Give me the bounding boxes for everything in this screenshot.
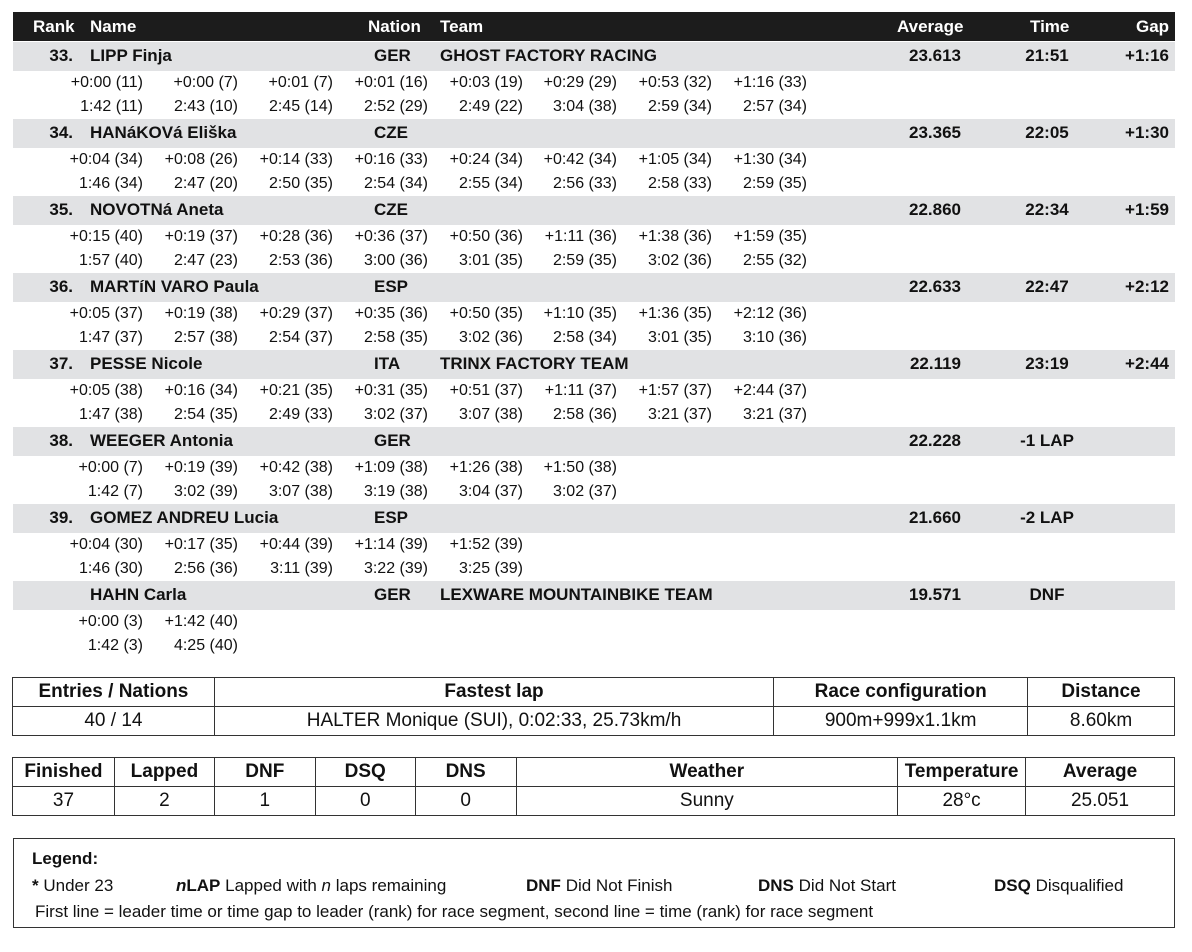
rider-nation: GER	[374, 431, 411, 450]
segment-gap: +0:01 (16)	[354, 74, 428, 91]
segment-time: 2:56 (33)	[552, 175, 617, 192]
rider-time: 22:34	[1025, 200, 1069, 219]
segment-time: 2:50 (35)	[268, 175, 333, 192]
race-info-table	[12, 677, 1175, 736]
rider-average: 23.365	[909, 123, 961, 142]
segment-gap: +0:50 (36)	[449, 228, 523, 245]
segment-time: 3:11 (39)	[270, 560, 333, 577]
segment-gap: +0:28 (36)	[259, 228, 333, 245]
segment-gap: +0:51 (37)	[449, 382, 523, 399]
rider-rank: 33.	[49, 46, 73, 65]
segment-gap: +0:29 (37)	[259, 305, 333, 322]
segment-time: 2:58 (34)	[552, 329, 617, 346]
segment-time: 3:02 (37)	[552, 483, 617, 500]
rider-average: 21.660	[909, 508, 961, 527]
segment-time: 2:43 (10)	[173, 98, 238, 115]
rider-name: MARTíN VARO Paula	[90, 277, 259, 296]
segment-gap: +0:31 (35)	[354, 382, 428, 399]
distance-label: Distance	[1028, 678, 1175, 707]
segment-time: 2:55 (34)	[458, 175, 523, 192]
rider-time: 23:19	[1025, 354, 1069, 373]
segment-time: 2:54 (34)	[363, 175, 428, 192]
distance-value: 8.60km	[1028, 707, 1175, 736]
legend-footnote: First line = leader time or time gap to leader (rank) for race segment, second line = time (rank) for race segment	[35, 902, 874, 921]
segment-gap: +0:04 (34)	[69, 151, 143, 168]
dsq-value: 0	[315, 787, 415, 816]
rider-gap: +1:30	[1125, 123, 1169, 142]
fastest-lap-label: Fastest lap	[214, 678, 773, 707]
segment-gap: +0:21 (35)	[259, 382, 333, 399]
rider-row	[13, 427, 1175, 456]
segment-time: 2:57 (38)	[173, 329, 238, 346]
segment-time: 2:47 (20)	[173, 175, 238, 192]
segment-time: 3:02 (36)	[458, 329, 523, 346]
segment-gap: +0:42 (38)	[259, 459, 333, 476]
segment-gap: +1:57 (37)	[638, 382, 712, 399]
finished-label: Finished	[13, 758, 115, 787]
rider-nation: ESP	[374, 508, 409, 527]
segment-gap: +1:36 (35)	[638, 305, 712, 322]
rider-average: 22.633	[909, 277, 961, 296]
rider-gap: +1:16	[1125, 46, 1169, 65]
segment-time: 3:21 (37)	[647, 406, 712, 423]
segment-gap: +2:12 (36)	[733, 305, 807, 322]
segment-time: 1:46 (30)	[78, 560, 143, 577]
segment-gap: +0:08 (26)	[164, 151, 238, 168]
segment-gap: +1:10 (35)	[543, 305, 617, 322]
segment-gap: +1:11 (36)	[544, 228, 617, 245]
segment-time: 3:19 (38)	[363, 483, 428, 500]
rider-gap: +1:59	[1125, 200, 1169, 219]
dns-value: 0	[415, 787, 516, 816]
dnf-label: DNF	[214, 758, 315, 787]
segment-time: 3:07 (38)	[458, 406, 523, 423]
segment-gap: +0:00 (3)	[78, 613, 143, 630]
segment-gap: +0:42 (34)	[543, 151, 617, 168]
rider-nation: CZE	[374, 200, 408, 219]
col-team: Team	[440, 17, 484, 36]
segment-time: 3:01 (35)	[647, 329, 712, 346]
lapped-value: 2	[114, 787, 214, 816]
segment-time: 3:00 (36)	[363, 252, 428, 269]
rider-row	[13, 350, 1175, 379]
rider-row	[13, 42, 1175, 71]
segment-gap: +0:00 (7)	[173, 74, 238, 91]
rider-nation: GER	[374, 46, 411, 65]
segment-time: 3:04 (37)	[458, 483, 523, 500]
rider-name: HANáKOVá Eliška	[90, 123, 237, 142]
segment-gap: +0:53 (32)	[638, 74, 712, 91]
dnf-value: 1	[214, 787, 315, 816]
col-gap: Gap	[1136, 17, 1170, 36]
segment-time: 2:59 (35)	[742, 175, 807, 192]
segment-time: 1:47 (37)	[78, 329, 143, 346]
temperature-label: Temperature	[898, 758, 1026, 787]
segment-time: 3:02 (37)	[363, 406, 428, 423]
segment-time: 3:07 (38)	[268, 483, 333, 500]
segment-time: 1:42 (11)	[80, 98, 143, 115]
segment-gap: +1:11 (37)	[544, 382, 617, 399]
col-nation: Nation	[368, 17, 421, 36]
segment-time: 1:57 (40)	[78, 252, 143, 269]
weather-label: Weather	[516, 758, 898, 787]
rider-name: NOVOTNá Aneta	[90, 200, 224, 219]
segment-gap: +0:19 (37)	[164, 228, 238, 245]
legend-box	[13, 838, 1175, 928]
segment-gap: +0:05 (38)	[69, 382, 143, 399]
segment-gap: +0:05 (37)	[69, 305, 143, 322]
segment-time: 2:58 (35)	[363, 329, 428, 346]
lapped-label: Lapped	[114, 758, 214, 787]
segment-time: 2:52 (29)	[363, 98, 428, 115]
legend-dsq: DSQ Disqualified	[994, 876, 1124, 895]
rider-rank: 34.	[49, 123, 73, 142]
segment-time: 1:42 (3)	[87, 637, 143, 654]
rider-average: 22.860	[909, 200, 961, 219]
segment-time: 2:49 (33)	[268, 406, 333, 423]
segment-time: 2:45 (14)	[268, 98, 333, 115]
segment-time: 2:47 (23)	[173, 252, 238, 269]
segment-time: 3:21 (37)	[742, 406, 807, 423]
segment-time: 4:25 (40)	[173, 637, 238, 654]
race-stats-table	[12, 757, 1175, 816]
race-config-label: Race configuration	[774, 678, 1028, 707]
legend-lapped: nLAP Lapped with n laps remaining	[176, 876, 447, 895]
segment-gap: +0:19 (38)	[164, 305, 238, 322]
rider-row	[13, 581, 1175, 610]
rider-row	[13, 119, 1175, 148]
segment-gap: +1:50 (38)	[543, 459, 617, 476]
rider-row	[13, 196, 1175, 225]
race-config-value: 900m+999x1.1km	[774, 707, 1028, 736]
segment-time: 3:02 (39)	[173, 483, 238, 500]
rider-time: 21:51	[1025, 46, 1069, 65]
legend-dnf: DNF Did Not Finish	[526, 876, 673, 895]
segment-time: 2:55 (32)	[742, 252, 807, 269]
rider-name: LIPP Finja	[90, 46, 172, 65]
rider-name: GOMEZ ANDREU Lucia	[90, 508, 279, 527]
average-value: 25.051	[1026, 787, 1175, 816]
rider-rank: 39.	[49, 508, 73, 527]
segment-gap: +0:00 (11)	[70, 74, 143, 91]
legend-dns: DNS Did Not Start	[758, 876, 896, 895]
rider-row	[13, 273, 1175, 302]
rider-name: WEEGER Antonia	[90, 431, 233, 450]
segment-gap: +0:03 (19)	[449, 74, 523, 91]
col-time: Time	[1030, 17, 1070, 36]
temperature-value: 28°c	[898, 787, 1026, 816]
segment-time: 3:02 (36)	[647, 252, 712, 269]
segment-time: 1:42 (7)	[87, 483, 143, 500]
segment-gap: +1:05 (34)	[638, 151, 712, 168]
rider-rank: 35.	[49, 200, 73, 219]
segment-gap: +0:01 (7)	[268, 74, 333, 91]
finished-value: 37	[13, 787, 115, 816]
rider-name: HAHN Carla	[90, 585, 187, 604]
fastest-lap-value: HALTER Monique (SUI), 0:02:33, 25.73km/h	[214, 707, 773, 736]
rider-nation: GER	[374, 585, 411, 604]
rider-average: 23.613	[909, 46, 961, 65]
segment-gap: +2:44 (37)	[733, 382, 807, 399]
segment-gap: +0:36 (37)	[354, 228, 428, 245]
rider-gap: +2:12	[1125, 277, 1169, 296]
rider-average: 22.228	[909, 431, 961, 450]
segment-time: 2:58 (36)	[552, 406, 617, 423]
entries-label: Entries / Nations	[13, 678, 215, 707]
rider-rank: 36.	[49, 277, 73, 296]
entries-value: 40 / 14	[13, 707, 215, 736]
segment-time: 2:58 (33)	[647, 175, 712, 192]
segment-time: 2:54 (35)	[173, 406, 238, 423]
segment-time: 3:25 (39)	[458, 560, 523, 577]
segment-time: 2:57 (34)	[742, 98, 807, 115]
segment-time: 1:47 (38)	[78, 406, 143, 423]
dsq-label: DSQ	[315, 758, 415, 787]
segment-time: 3:01 (35)	[458, 252, 523, 269]
rider-team: LEXWARE MOUNTAINBIKE TEAM	[440, 585, 713, 604]
rider-team: TRINX FACTORY TEAM	[440, 354, 629, 373]
rider-average: 19.571	[909, 585, 961, 604]
average-label: Average	[1026, 758, 1175, 787]
rider-name: PESSE Nicole	[90, 354, 203, 373]
rider-rank: 38.	[49, 431, 73, 450]
segment-time: 3:04 (38)	[552, 98, 617, 115]
rider-nation: CZE	[374, 123, 408, 142]
segment-gap: +0:14 (33)	[259, 151, 333, 168]
segment-gap: +0:19 (39)	[164, 459, 238, 476]
rider-gap: +2:44	[1125, 354, 1169, 373]
rider-time: -2 LAP	[1020, 508, 1074, 527]
segment-gap: +1:42 (40)	[164, 613, 238, 630]
segment-gap: +0:24 (34)	[449, 151, 523, 168]
segment-gap: +0:16 (33)	[354, 151, 428, 168]
rider-row	[13, 504, 1175, 533]
segment-gap: +0:00 (7)	[78, 459, 143, 476]
rider-nation: ITA	[374, 354, 401, 373]
segment-gap: +0:50 (35)	[449, 305, 523, 322]
rider-rank: 37.	[49, 354, 73, 373]
rider-nation: ESP	[374, 277, 409, 296]
segment-time: 2:54 (37)	[268, 329, 333, 346]
segment-gap: +1:30 (34)	[733, 151, 807, 168]
segment-time: 2:53 (36)	[268, 252, 333, 269]
col-name: Name	[90, 17, 137, 36]
segment-gap: +1:16 (33)	[733, 74, 807, 91]
rider-time: DNF	[1029, 585, 1065, 604]
segment-gap: +1:14 (39)	[354, 536, 428, 553]
segment-time: 1:46 (34)	[78, 175, 143, 192]
segment-gap: +0:44 (39)	[259, 536, 333, 553]
segment-gap: +0:17 (35)	[164, 536, 238, 553]
segment-gap: +0:29 (29)	[543, 74, 617, 91]
segment-time: 3:10 (36)	[742, 329, 807, 346]
col-average: Average	[897, 17, 964, 36]
segment-gap: +0:15 (40)	[69, 228, 143, 245]
segment-gap: +0:35 (36)	[354, 305, 428, 322]
rider-time: -1 LAP	[1020, 431, 1074, 450]
segment-gap: +1:09 (38)	[354, 459, 428, 476]
segment-gap: +0:04 (30)	[69, 536, 143, 553]
rider-time: 22:47	[1025, 277, 1069, 296]
results-header	[13, 12, 1175, 41]
legend-under23: * Under 23	[32, 876, 114, 895]
segment-gap: +1:59 (35)	[733, 228, 807, 245]
dns-label: DNS	[415, 758, 516, 787]
col-rank: Rank	[33, 17, 75, 36]
segment-gap: +1:52 (39)	[449, 536, 523, 553]
segment-time: 2:59 (34)	[647, 98, 712, 115]
rider-team: GHOST FACTORY RACING	[440, 46, 657, 65]
segment-time: 2:56 (36)	[173, 560, 238, 577]
segment-gap: +1:26 (38)	[449, 459, 523, 476]
legend-title: Legend:	[32, 849, 99, 868]
segment-gap: +1:38 (36)	[638, 228, 712, 245]
rider-time: 22:05	[1025, 123, 1069, 142]
segment-time: 2:49 (22)	[458, 98, 523, 115]
segment-time: 3:22 (39)	[363, 560, 428, 577]
segment-gap: +0:16 (34)	[164, 382, 238, 399]
weather-value: Sunny	[516, 787, 898, 816]
segment-time: 2:59 (35)	[552, 252, 617, 269]
rider-average: 22.119	[909, 354, 961, 373]
